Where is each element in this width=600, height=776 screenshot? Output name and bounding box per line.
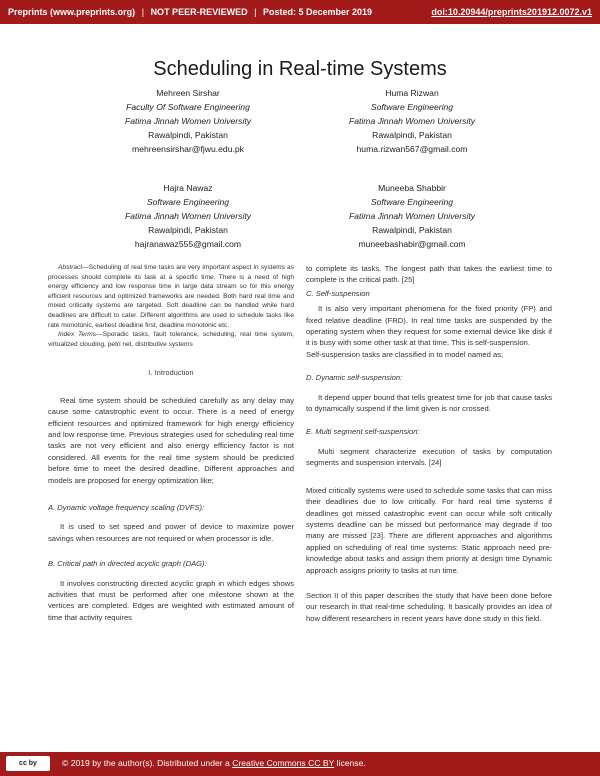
author-email[interactable]: muneebashabir@gmail.com — [358, 239, 466, 249]
subsection-heading: C. Self-suspension — [306, 288, 370, 298]
author-department: Faculty Of Software Engineering — [126, 102, 250, 112]
paragraph: Real time system should be scheduled carefully as any delay may cause some catastrophic event to occur. There is a need of energy efficient resources and optimized framework for high energy efficiency and low response time. Previous strategies used for scheduling real time tasks are not very efficient and also energy efficiency factor is not considered. All events for the real time system should be predicted before time to meet the desired deadline. Different approaches and models are proposed for energy optimization like; — [48, 395, 294, 485]
banner-separator: | — [254, 7, 257, 17]
paragraph: Mixed critically systems were used to schedule some tasks that can miss their deadlines due to low critically. For hard real time systems if deadlines got missed catastrophic event can occur while soft critically systems deadline can be missed but performance may degrade if too many are missed [23]. There are different approaches and algorithms applied on scheduling of real time systems: Static approach need pre-knowledge about tasks and assign them priority at design time Dynamic approach assigns priority to tasks at run time. — [306, 485, 552, 575]
abstract-label: Abstract — [58, 264, 83, 271]
author-university: Fatima Jinnah Women University — [124, 116, 252, 126]
paragraph: It depend upper bound that tells greatest time for job that cause tasks to dynamically suspend if the limit given is nor crossed. — [306, 392, 552, 414]
abstract — [48, 263, 294, 330]
author-name: Hajra Nawaz — [163, 183, 213, 193]
paragraph: Section II of this paper describes the study that have been done before our research in that real-time scheduling. It basically provides an idea of how different researchers in recent years have done study in this field. — [306, 590, 552, 623]
copyright-text: © 2019 by the author(s). Distributed under a — [62, 758, 230, 768]
paper-title: Scheduling in Real-time Systems — [153, 58, 447, 80]
abstract-text: —Scheduling of real time tasks are very important aspect in systems as processes should complete its task at a specific time. There is a need of high energy efficiency and low response time in large data stream so for this energy efficient resources and optimized frameworks are needed. Both hard real time and mixed critically systems are targeted. Soft deadline can be handled while hard deadlines are difficult to cater. Different algorithms are used to schedule tasks like rate monotonic, earliest deadline first, deadline monotonic etc. — [48, 264, 294, 329]
author-email[interactable]: mehreensirshar@fjwu.edu.pk — [132, 144, 244, 154]
section-heading: I. Introduction — [148, 370, 194, 378]
author-university: Fatima Jinnah Women University — [348, 116, 476, 126]
author-name: Huma Rizwan — [385, 88, 439, 98]
peer-review-status: NOT PEER-REVIEWED — [150, 7, 248, 17]
preprint-banner — [0, 0, 600, 24]
author-block — [302, 86, 522, 156]
index-terms — [48, 330, 294, 349]
paragraph: to complete its tasks. The longest path that takes the earliest time to complete is the critical path. [25] — [306, 264, 552, 285]
author-email[interactable]: huma.rizwan567@gmail.com — [356, 144, 468, 154]
author-city: Rawalpindi, Pakistan — [148, 225, 228, 235]
author-email[interactable]: hajranawaz555@gmail.com — [134, 239, 242, 249]
license-text — [62, 758, 366, 768]
subsection-heading: D. Dynamic self-suspension: — [306, 373, 403, 383]
banner-separator: | — [141, 7, 145, 17]
paragraph: It is also very important phenomena for the fixed priority (FP) and fixed relative deadline (FRD). In real time tasks are suspended by the operating system when they request for some external device like disk if it is busy with some other task at that time. This is self-suspension. — [306, 304, 552, 348]
author-city: Rawalpindi, Pakistan — [372, 225, 452, 235]
author-department: Software Engineering — [146, 197, 230, 207]
author-city: Rawalpindi, Pakistan — [148, 130, 228, 140]
author-city: Rawalpindi, Pakistan — [372, 130, 452, 140]
author-name: Mehreen Sirshar — [156, 88, 220, 98]
preprints-link[interactable]: Preprints (www.preprints.org) — [8, 7, 136, 17]
index-terms-label: Index Terms — [58, 331, 97, 339]
license-end: license. — [336, 758, 366, 768]
doi-link[interactable]: doi:10.20944/preprints201912.0072.v1 — [431, 7, 592, 17]
author-university: Fatima Jinnah Women University — [348, 211, 476, 221]
paragraph: It is used to set speed and power of device to maximize power savings when resources are not required or when processor is idle. — [48, 522, 294, 543]
author-department: Software Engineering — [370, 197, 454, 207]
subsection-heading: E. Multi segment self-suspension: — [306, 427, 420, 437]
license-link[interactable]: Creative Commons CC BY — [232, 758, 335, 768]
author-name: Muneeba Shabbir — [378, 183, 446, 193]
left-column — [48, 263, 294, 623]
author-university: Fatima Jinnah Women University — [124, 211, 252, 221]
author-block — [78, 86, 298, 156]
license-footer — [0, 752, 600, 776]
index-terms-text: —Sporadic tasks, fault tolerance, scheduling, real time system, virtualized clouding, petri net, distributive systems — [48, 331, 295, 348]
paragraph: It involves constructing directed acyclic graph in which edges shows activities that must be performed after one milestone shown at the vertices are completed. Edges are weighted with estimated amount of time that activity requires — [48, 578, 294, 622]
right-column — [306, 263, 552, 624]
paragraph: Multi segment characterize execution of tasks by computation segments and suspension intervals. [24] — [306, 446, 552, 468]
subsection-heading: A. Dynamic voltage frequency scaling (DVFS): — [48, 503, 205, 512]
subsection-heading: B. Critical path in directed acyclic graph (DAG): — [48, 559, 207, 569]
author-department: Software Engineering — [370, 102, 454, 112]
paragraph: Self-suspension tasks are classified in to model named as; — [306, 349, 504, 359]
posted-date: Posted: 5 December 2019 — [262, 7, 373, 17]
author-block — [302, 181, 522, 251]
author-block — [78, 181, 298, 251]
cc-by-badge: cc by — [6, 756, 50, 771]
